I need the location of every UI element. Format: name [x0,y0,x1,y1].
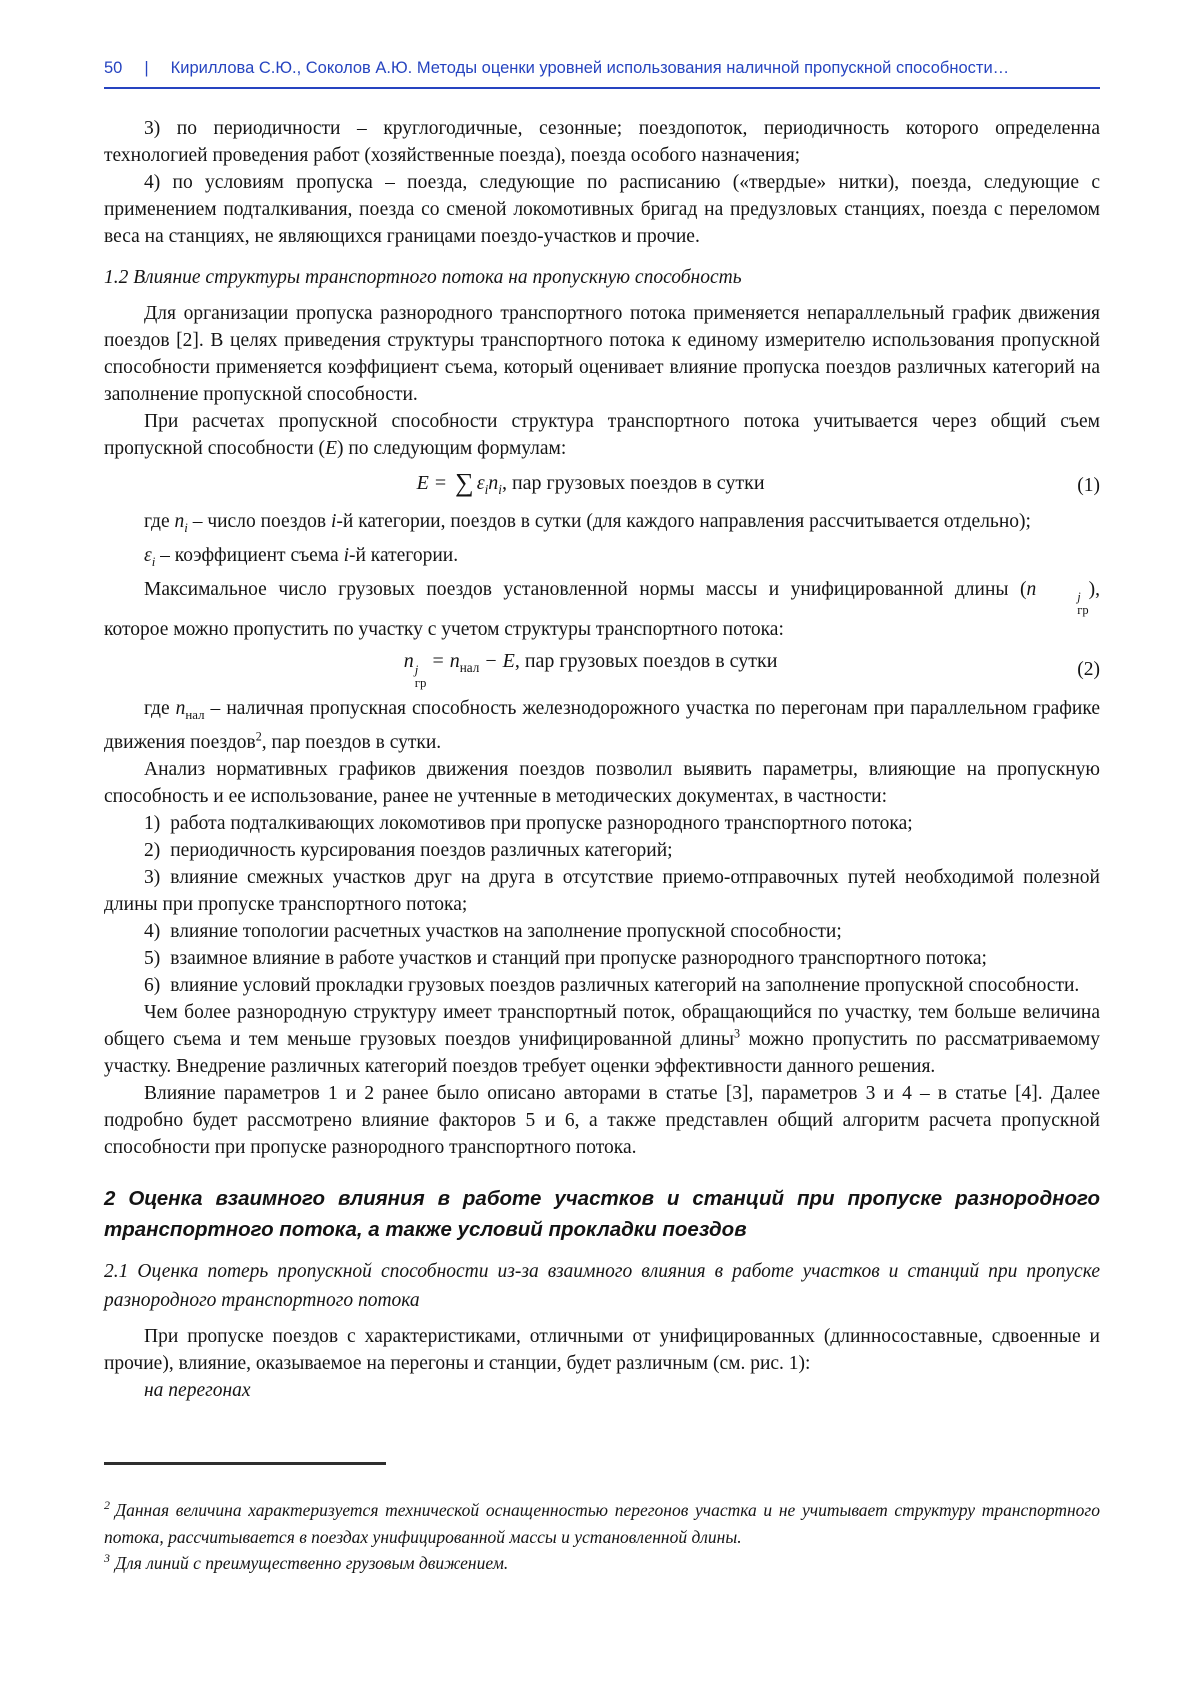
section-2-1-heading: 2.1 Оценка потерь пропускной способности из-за взаимного влияния в работе участков и станций при пропуске разнородного транспортного потока [104,1260,1100,1311]
formula-2 [104,648,1100,689]
section-2-heading: 2 Оценка взаимного влияния в работе участков и станций при пропуске разнородного транспортного потока, а также условий прокладки поездов [104,1186,1100,1241]
math-supsub-stack [415,664,427,690]
footnote-text: Данная величина характеризуется технической оснащенностью перегонов участка и не учитывает структуру транспортного потока, рассчитывается в поездах унифицированной массы и установленной длины. [104,1500,1100,1547]
text-segment: ) по следующим формулам: [336,438,567,459]
formula-2-body [104,648,1077,689]
math-sub-i: i [498,482,502,497]
header-rule [104,87,1100,89]
footnote-ref-3: 3 [733,1026,741,1041]
sigma-sum-symbol: ∑ [455,468,474,497]
math-var-epsilon: ε [476,472,485,494]
text-segment: ), которое можно пропустить по участку с учетом структуры транспортного потока: [104,578,1100,641]
header-divider: | [144,59,149,77]
section-1-2-heading: 1.2 Влияние структуры транспортного потока на пропускную способность [104,267,742,288]
math-var-n: n [1026,578,1037,600]
formula-1-number: (1) [1077,474,1100,496]
math-sub-i: i [484,482,489,497]
math-var-i: i [331,511,337,532]
text-segment: где [144,511,175,532]
running-header [104,58,1100,78]
math-sub-i: i [151,554,156,569]
list-item-text: влияние топологии расчетных участков на заполнение пропускной способности; [170,920,842,942]
math-var-n: n [403,650,414,673]
footnote-2 [104,1497,1100,1550]
footnote-3 [104,1550,1100,1577]
math-sub-nal: нал [459,660,480,676]
math-var-epsilon: ε [144,544,152,566]
math-sup-j: j [414,662,419,677]
page-number: 50 [104,59,123,77]
equals-sign: = [434,472,447,494]
minus-sign: − [485,650,497,673]
list-item-text: влияние условий прокладки грузовых поездов различных категорий на заполнение пропускной способности. [170,974,1080,996]
footnote-ref-2: 2 [255,729,262,744]
paragraph-analiz: Анализ нормативных графиков движения поездов позволил выявить параметры, влияющие на пропускную способность и ее использование, ранее не учтенные в методических документах, в частности: [104,758,1100,807]
list-item-text: работа подталкивающих локомотивов при пропуске разнородного транспортного потока; [170,812,913,834]
equals-sign: = [432,650,444,673]
list-item-4 [104,918,1100,945]
formula-tail-text: , пар грузовых поездов в сутки [501,472,765,494]
math-sub-nal: нал [185,707,205,722]
math-var-n: n [175,697,186,719]
paragraph-max [104,576,1100,644]
list-item-number: 1) [144,812,161,834]
paragraph-epsilon [104,542,1100,576]
list-item-number: 5) [144,947,161,969]
list-item-number: 4) [144,920,161,942]
list-item-number: 3) [144,866,161,888]
article-body [104,115,1100,1404]
math-var-i: i [343,544,349,566]
list-item-5 [104,945,1100,972]
math-supsub-stack [1037,591,1088,616]
text-segment: – коэффициент съема [155,544,344,566]
footnote-marker: 2 [104,1498,110,1513]
formula-tail-text: , пар грузовых поездов в сутки [514,650,778,673]
text-segment: – наличная пропускная способность железнодорожного участка по перегонам при параллельном графике движения поездов [104,697,1100,753]
list-item-2 [104,837,1100,864]
footnote-area [104,1462,1100,1577]
list-item-text: взаимное влияние в работе участков и станций при пропуске разнородного транспортного потока; [170,947,987,969]
list-item-text: периодичность курсирования поездов различных категорий; [170,839,673,861]
list-item-text: влияние смежных участков друг на друга в отсутствие приемо-отправочных путей необходимой полезной длины при пропуске транспортного потока; [104,866,1100,915]
paragraph-dlya: Для организации пропуска разнородного транспортного потока применяется непараллельный график движения поездов [2]. В целях приведения структуры транспортного потока к единому измерителю использования пропускной способности применяется коэффициент съема, который оценивает влияние пропуска поездов различных категорий на заполнение пропускной способности. [104,303,1100,405]
math-var-n: n [488,472,499,494]
footnote-separator [104,1462,386,1465]
footnote-marker: 3 [104,1551,110,1566]
list-item-3 [104,864,1100,918]
paragraph-item-4: 4) по условиям пропуска – поезда, следующие по расписанию («твердые» нитки), поезда, следующие с применением подталкивания, поезда со сменой локомотивных бригад на предузловых станциях, поезда с переломом веса на станциях, не являющихся границами поездо-участков и прочие. [104,172,1100,247]
math-sub-i: i [184,520,188,535]
running-title: Кириллова С.Ю., Соколов А.Ю. Методы оценки уровней использования наличной пропускной способности… [170,59,1010,77]
formula-1 [104,467,1100,503]
math-sup-j: j [1077,590,1081,605]
text-segment: Чем более разнородную структуру имеет транспортный поток, обращающийся по участку, тем больше величина общего съема и тем меньше грузовых поездов унифицированной длины [104,1001,1100,1050]
paragraph-na-peregonakh: на перегонах [144,1379,251,1401]
math-var-E: E [502,650,515,673]
math-var-E: E [325,438,337,459]
math-var-n: n [449,650,460,673]
text-segment: -й категории. [349,544,459,566]
paragraph-gde-ni [104,508,1100,542]
list-item-6 [104,972,1100,999]
text-segment: При расчетах пропускной способности структура транспортного потока учитывается через общий съем пропускной способности ( [104,411,1100,459]
paragraph-gde-nal [104,695,1100,756]
math-var-E: E [416,472,429,494]
paragraph-chem [104,999,1100,1080]
paragraph-pri-raschetakh [104,408,1100,462]
text-segment: где [144,697,176,719]
math-sub-gr: гр [414,675,427,690]
math-sub-gr: гр [1077,602,1089,617]
footnote-text: Для линий с преимущественно грузовым движением. [114,1553,509,1573]
list-item-number: 2) [144,839,161,861]
paragraph-vliyanie: Влияние параметров 1 и 2 ранее было описано авторами в статье [3], параметров 3 и 4 – в статье [4]. Далее подробно будет рассмотрено влияние факторов 5 и 6, а также представлен общий алгоритм расчета пропускной способности при пропуске разнородного транспортного потока. [104,1082,1100,1158]
paragraph-pri-propuske: При пропуске поездов с характеристиками, отличными от унифицированных (длинносоставные, сдвоенные и прочие), влияние, оказываемое на перегоны и станции, будет различным (см. рис. 1): [104,1325,1100,1374]
text-segment: Максимальное число грузовых поездов установленной нормы массы и унифицированной длины ( [144,578,1027,600]
text-segment: можно пропустить по рассматриваемому участку. Внедрение различных категорий поездов требует оценки эффективности данного решения. [104,1028,1101,1077]
formula-2-number: (2) [1077,658,1100,680]
text-segment: -й категории, поездов в сутки (для каждого направления рассчитывается отдельно); [336,511,1031,532]
formula-1-body [104,467,1077,503]
text-segment: , пар поездов в сутки. [261,731,442,753]
footnote-list [104,1497,1100,1577]
list-item-1 [104,810,1100,837]
math-var-n: n [174,511,185,532]
list-item-number: 6) [144,974,161,996]
text-segment: – число поездов [187,511,331,532]
paragraph-item-3: 3) по периодичности – круглогодичные, сезонные; поездопоток, периодичность которого определенна технологией проведения работ (хозяйственные поезда), поезда особого назначения; [104,118,1100,166]
